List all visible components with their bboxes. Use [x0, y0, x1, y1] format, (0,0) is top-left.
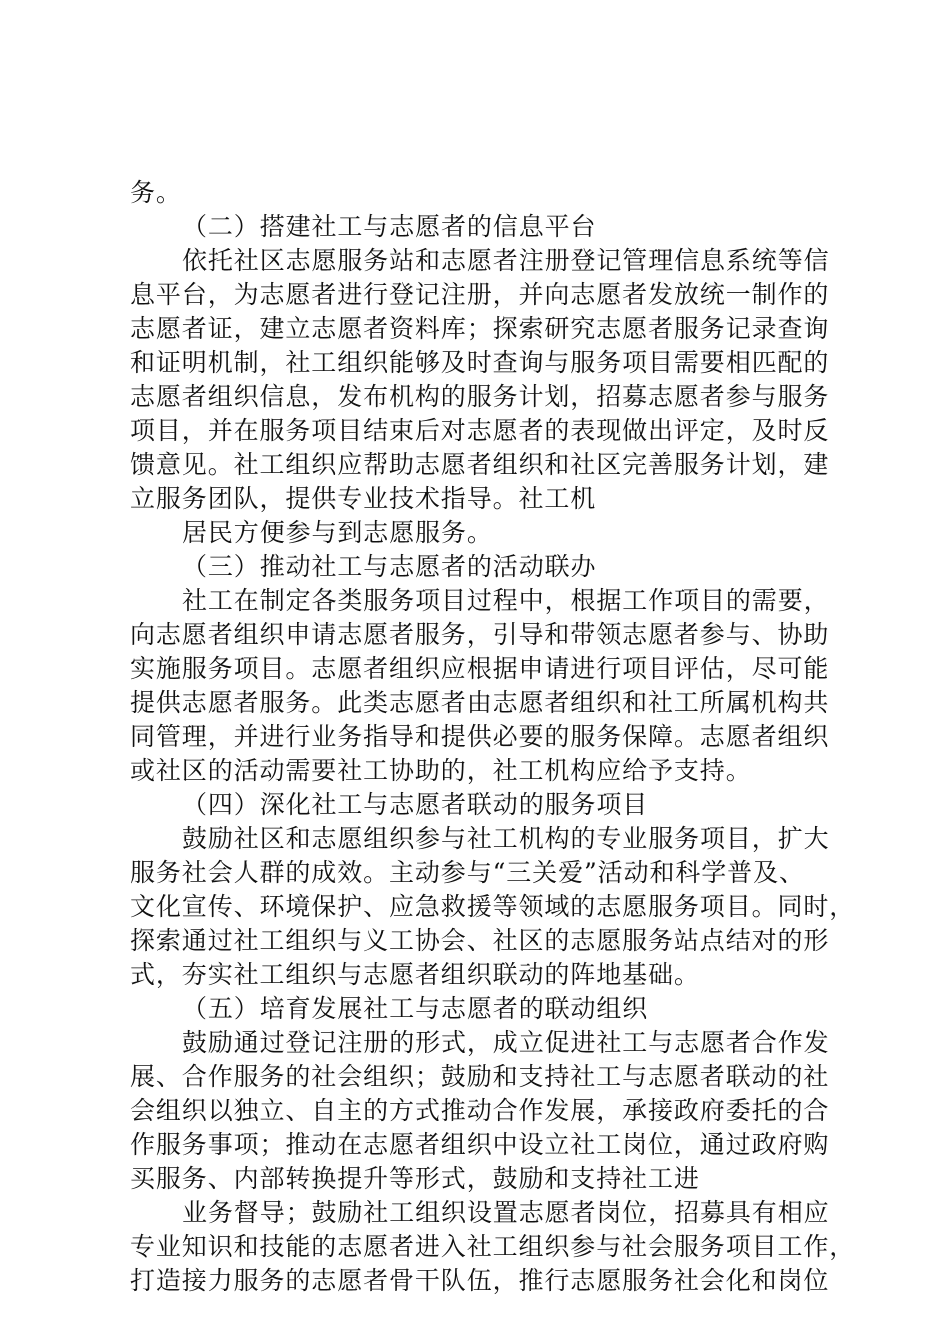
text-line: 会组织以独立、自主的方式推动合作发展，承接政府委托的合 [130, 1096, 830, 1125]
text-line: 社工在制定各类服务项目过程中，根据工作项目的需要， [182, 586, 830, 615]
text-line: 式，夯实社工组织与志愿者组织联动的阵地基础。 [130, 960, 700, 989]
text-line: 依托社区志愿服务站和志愿者注册登记管理信息系统等信 [182, 246, 830, 275]
text-line: 居民方便参与到志愿服务。 [182, 518, 493, 547]
text-line: 和证明机制，社工组织能够及时查询与服务项目需要相匹配的 [130, 348, 830, 377]
section-heading-5: （五）培育发展社工与志愿者的联动组织 [182, 994, 649, 1023]
text-line: 鼓励社区和志愿组织参与社工机构的专业服务项目，扩大 [182, 824, 830, 853]
text-line: 立服务团队，提供专业技术指导。社工机 [130, 484, 597, 513]
text-line: 业务督导；鼓励社工组织设置志愿者岗位，招募具有相应 [182, 1198, 830, 1227]
text-line: 志愿者组织信息，发布机构的服务计划，招募志愿者参与服务 [130, 382, 830, 411]
section-heading-3: （三）推动社工与志愿者的活动联办 [182, 552, 597, 581]
text-line: 提供志愿者服务。此类志愿者由志愿者组织和社工所属机构共 [130, 688, 830, 717]
text-line: 或社区的活动需要社工协助的，社工机构应给予支持。 [130, 756, 752, 785]
text-line: 文化宣传、环境保护、应急救援等领域的志愿服务项目。同时， [130, 892, 856, 921]
text-line: 息平台，为志愿者进行登记注册，并向志愿者发放统一制作的 [130, 280, 830, 309]
text-line: 向志愿者组织申请志愿者服务，引导和带领志愿者参与、协助 [130, 620, 830, 649]
text-line: 展、合作服务的社会组织；鼓励和支持社工与志愿者联动的社 [130, 1062, 830, 1091]
text-line: 务。 [130, 178, 182, 207]
text-line: 志愿者证，建立志愿者资料库；探索研究志愿者服务记录查询 [130, 314, 830, 343]
text-line: 同管理，并进行业务指导和提供必要的服务保障。志愿者组织 [130, 722, 830, 751]
text-line: 馈意见。社工组织应帮助志愿者组织和社区完善服务计划，建 [130, 450, 830, 479]
text-line: 买服务、内部转换提升等形式，鼓励和支持社工进 [130, 1164, 700, 1193]
section-heading-2: （二）搭建社工与志愿者的信息平台 [182, 212, 597, 241]
text-line: 专业知识和技能的志愿者进入社工组织参与社会服务项目工作， [130, 1232, 856, 1261]
section-heading-4: （四）深化社工与志愿者联动的服务项目 [182, 790, 649, 819]
text-line: 探索通过社工组织与义工协会、社区的志愿服务站点结对的形 [130, 926, 830, 955]
text-line: 作服务事项；推动在志愿者组织中设立社工岗位，通过政府购 [130, 1130, 830, 1159]
text-line: 鼓励通过登记注册的形式，成立促进社工与志愿者合作发 [182, 1028, 830, 1057]
text-line: 打造接力服务的志愿者骨干队伍，推行志愿服务社会化和岗位 [130, 1266, 830, 1295]
text-line: 实施服务项目。志愿者组织应根据申请进行项目评估，尽可能 [130, 654, 830, 683]
text-line: 项目，并在服务项目结束后对志愿者的表现做出评定，及时反 [130, 416, 830, 445]
text-line: 服务社会人群的成效。主动参与“三关爱”活动和科学普及、 [130, 858, 805, 887]
